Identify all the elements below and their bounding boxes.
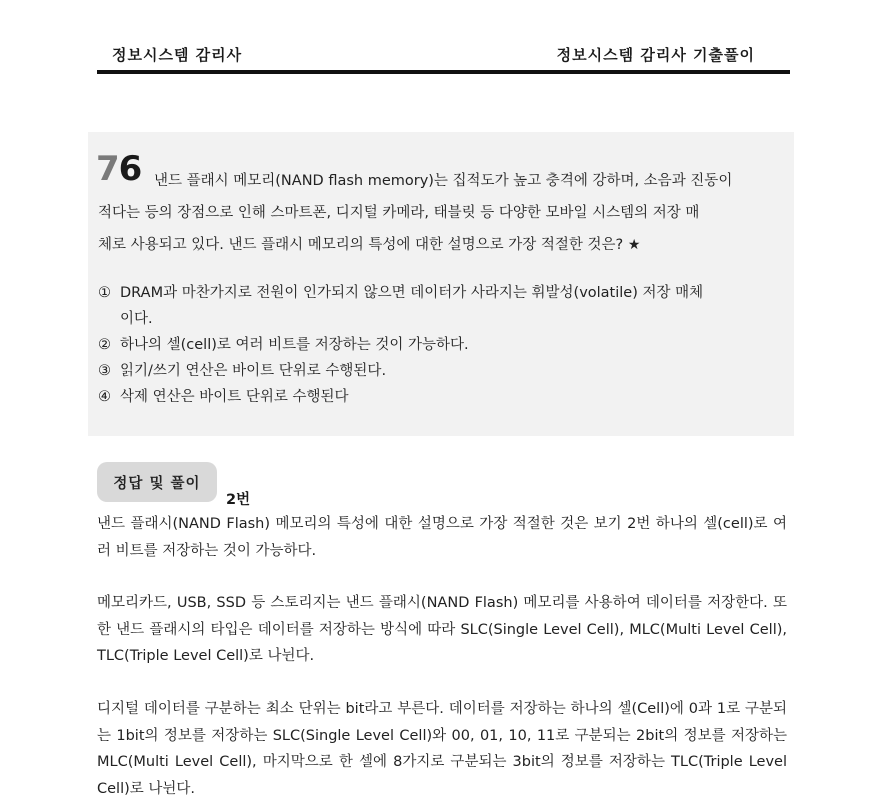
explanation-paragraph-2 [97, 590, 787, 670]
question-number-second-digit: 6 [118, 149, 142, 189]
option-4[interactable] [98, 384, 784, 410]
option-4-text: 삭제 연산은 바이트 단위로 수행된다 [120, 389, 349, 405]
explanation-paragraph-1 [97, 511, 787, 564]
question-line-2: 적다는 등의 장점으로 인해 스마트폰, 디지털 카메라, 태블릿 등 다양한 모바일 시스템의 저장 매 [98, 205, 700, 221]
option-3[interactable] [98, 358, 784, 384]
option-1[interactable] [98, 280, 784, 332]
option-1-mark: ① [98, 285, 111, 301]
explanation-paragraph-3 [97, 696, 787, 802]
option-2-text: 하나의 셀(cell)로 여러 비트를 저장하는 것이 가능하다. [120, 337, 469, 353]
option-3-mark: ③ [98, 363, 111, 379]
explanation-text-2: 메모리카드, USB, SSD 등 스토리지는 낸드 플래시(NAND Flash) 메모리를 사용하여 데이터를 저장한다. 또한 낸드 플래시의 타입은 데이터를 저장하는 방식에 따라 SLC(Single Level Cell), MLC(Multi Level Cell), TLC(Triple Level Cell)로 나뉜다. [97, 595, 787, 664]
answer-value: 2번 [226, 492, 251, 508]
header-title-right: 정보시스템 감리사 기출풀이 [556, 46, 755, 64]
option-2[interactable] [98, 332, 784, 358]
options-list [98, 280, 784, 410]
explanation-text-3: 디지털 데이터를 구분하는 최소 단위는 bit라고 부른다. 데이터를 저장하는 하나의 셀(Cell)에 0과 1로 구분되는 1bit의 정보를 저장하는 SLC(Single Level Cell)와 00, 01, 10, 11로 구분되는 2bit의 정보를 저장하는 MLC(Multi Level Cell), 마지막으로 한 셀에 8가지로 구분되는 3bit의 정보를 저장하는 TLC(Triple Level Cell)로 나뉜다. [97, 701, 787, 797]
question-line-1: 낸드 플래시 메모리(NAND flash memory)는 집적도가 높고 충격에 강하며, 소음과 진동이 [154, 173, 733, 189]
option-4-mark: ④ [98, 389, 111, 405]
star-icon: ★ [627, 237, 641, 253]
question-line-3: 체로 사용되고 있다. 낸드 플래시 메모리의 특성에 대한 설명으로 가장 적절한 것은? [98, 237, 624, 253]
answer-badge: 정답 및 풀이 [97, 462, 217, 502]
header-divider [97, 70, 790, 74]
header-title-left: 정보시스템 감리사 [112, 46, 243, 64]
question-box [88, 132, 794, 436]
option-3-text: 읽기/쓰기 연산은 바이트 단위로 수행된다. [120, 363, 387, 379]
question-stem [98, 165, 784, 261]
question-number-first-digit: 7 [96, 149, 119, 189]
option-1-text-cont: 이다. [120, 311, 153, 327]
explanation-text-1: 낸드 플래시(NAND Flash) 메모리의 특성에 대한 설명으로 가장 적절한 것은 보기 2번 하나의 셀(cell)로 여러 비트를 저장하는 것이 가능하다. [97, 516, 787, 559]
option-2-mark: ② [98, 337, 111, 353]
option-1-text: DRAM과 마찬가지로 전원이 인가되지 않으면 데이터가 사라지는 휘발성(volatile) 저장 매체 [120, 285, 704, 301]
